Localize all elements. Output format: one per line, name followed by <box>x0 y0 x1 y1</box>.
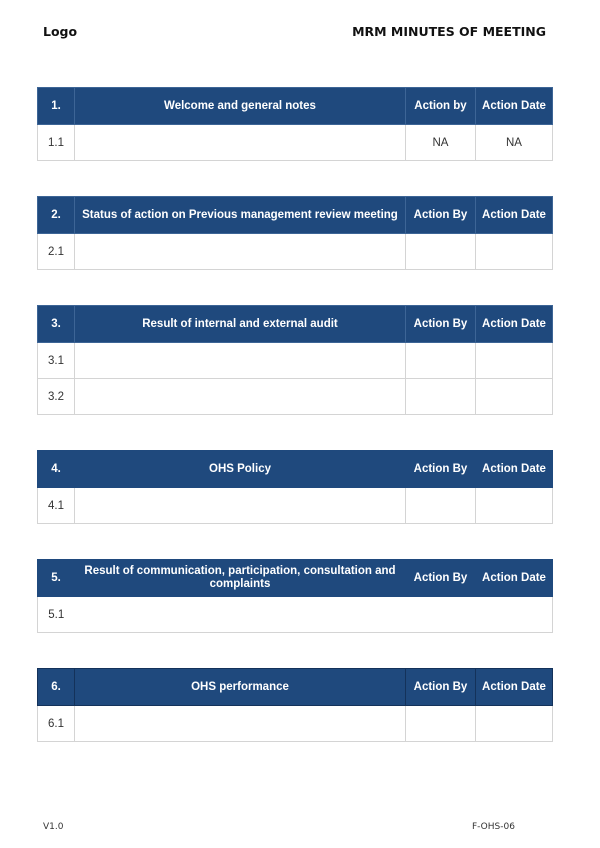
table-row <box>38 379 553 415</box>
section-3-table <box>37 305 553 415</box>
section-header-row <box>38 88 553 125</box>
section-title: OHS performance <box>75 669 406 706</box>
section-header-row <box>38 197 553 234</box>
section-number: 6. <box>38 669 75 706</box>
action-date-header: Action Date <box>476 197 553 234</box>
row-content-cell[interactable] <box>75 488 406 524</box>
section-header-row <box>38 306 553 343</box>
section-title: OHS Policy <box>75 451 406 488</box>
row-content-cell[interactable] <box>75 379 406 415</box>
action-date-header: Action Date <box>476 88 553 125</box>
action-by-header: Action By <box>406 197 476 234</box>
version-label: V1.0 <box>43 822 64 832</box>
section-number: 4. <box>38 451 75 488</box>
section-title: Result of communication, participation, consultation and complaints <box>75 560 406 597</box>
section-number: 2. <box>38 197 75 234</box>
row-number: 1.1 <box>38 125 75 161</box>
action-by-cell[interactable]: NA <box>406 125 476 161</box>
section-2-table <box>37 196 553 270</box>
section-header-row <box>38 451 553 488</box>
section-number: 1. <box>38 88 75 125</box>
action-by-header: Action by <box>406 88 476 125</box>
section-title: Welcome and general notes <box>75 88 406 125</box>
action-by-header: Action By <box>406 451 476 488</box>
action-by-header: Action By <box>406 560 476 597</box>
action-date-cell[interactable]: NA <box>476 125 553 161</box>
table-row <box>38 706 553 742</box>
row-number: 2.1 <box>38 234 75 270</box>
row-number: 3.1 <box>38 343 75 379</box>
action-by-header: Action By <box>406 306 476 343</box>
table-row <box>38 125 553 161</box>
action-date-cell[interactable] <box>476 234 553 270</box>
action-by-cell[interactable] <box>406 234 476 270</box>
section-number: 3. <box>38 306 75 343</box>
action-by-cell[interactable] <box>406 343 476 379</box>
section-header-row <box>38 669 553 706</box>
action-date-cell[interactable] <box>476 379 553 415</box>
table-row <box>38 343 553 379</box>
table-row <box>38 597 553 633</box>
action-date-cell[interactable] <box>476 706 553 742</box>
action-by-cell[interactable] <box>406 379 476 415</box>
action-date-cell[interactable] <box>476 488 553 524</box>
section-5-table <box>37 559 553 633</box>
form-code-label: F-OHS-06 <box>472 822 515 832</box>
table-row <box>38 234 553 270</box>
logo-placeholder: Logo <box>43 24 78 39</box>
section-title: Result of internal and external audit <box>75 306 406 343</box>
row-number: 6.1 <box>38 706 75 742</box>
action-by-cell[interactable] <box>406 706 476 742</box>
action-date-cell[interactable] <box>476 343 553 379</box>
row-number: 5.1 <box>38 597 75 633</box>
row-number: 3.2 <box>38 379 75 415</box>
action-date-header: Action Date <box>476 451 553 488</box>
document-title: MRM MINUTES OF MEETING <box>352 24 546 39</box>
row-content-cell[interactable] <box>75 706 406 742</box>
row-number: 4.1 <box>38 488 75 524</box>
section-6-table <box>37 668 553 742</box>
action-date-header: Action Date <box>476 306 553 343</box>
row-content-cell[interactable] <box>75 343 406 379</box>
table-row <box>38 488 553 524</box>
row-content-cell[interactable] <box>75 125 406 161</box>
row-content-cell[interactable] <box>75 234 406 270</box>
action-by-header: Action By <box>406 669 476 706</box>
row-content-cell[interactable] <box>75 597 553 633</box>
action-date-header: Action Date <box>476 560 553 597</box>
section-header-row <box>38 560 553 597</box>
action-date-header: Action Date <box>476 669 553 706</box>
section-title: Status of action on Previous management review meeting <box>75 197 406 234</box>
section-4-table <box>37 450 553 524</box>
section-number: 5. <box>38 560 75 597</box>
action-by-cell[interactable] <box>406 488 476 524</box>
section-1-table <box>37 87 553 161</box>
